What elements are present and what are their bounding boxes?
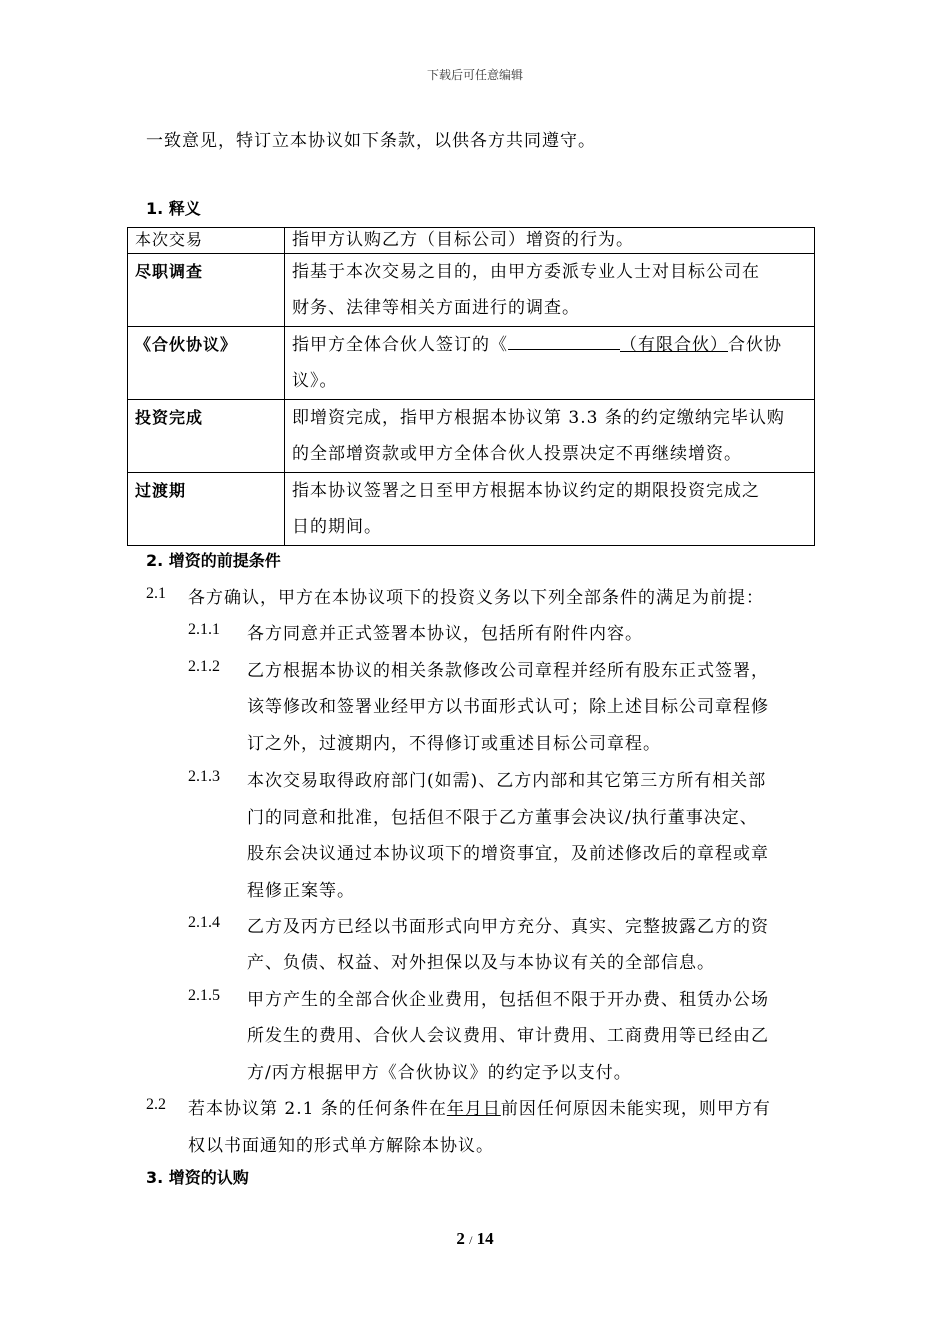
clause-line [188,1094,771,1119]
desc-line: 指本协议签署之日至甲方根据本协议约定的期限投资完成之 [292,481,760,501]
clause-line: 各方同意并正式签署本协议，包括所有附件内容。 [247,624,643,644]
desc-cell [285,327,815,400]
table-row [128,254,815,327]
desc-cell [285,473,815,546]
table-row [128,228,815,254]
clause-text-post: 前因任何原因未能实现，则甲方有 [500,1099,771,1119]
desc-cell: 指甲方认购乙方（目标公司）增资的行为。 [285,228,815,254]
term-cell: 过渡期 [128,473,285,546]
clause-number: 2.2 [146,1096,166,1113]
definitions-table [127,227,815,546]
clause-line: 本次交易取得政府部门(如需)、乙方内部和其它第三方所有相关部 [247,771,767,791]
page-number [0,1229,950,1249]
date-blank: 年月日 [446,1099,501,1119]
clause-line: 门的同意和批准，包括但不限于乙方董事会决议/执行董事决定、 [247,808,758,828]
clause-number: 2.1.3 [188,768,220,785]
partnership-name-blank: （有限合伙） [620,335,728,355]
blank-line [508,332,620,350]
desc-line: 指基于本次交易之目的，由甲方委派专业人士对目标公司在 [292,262,760,282]
section-1-title: 1. 释义 [146,199,201,218]
clause-line: 甲方产生的全部合伙企业费用，包括但不限于开办费、租赁办公场 [247,990,769,1010]
term-cell: 本次交易 [128,228,285,254]
clause-number: 2.1.5 [188,987,220,1004]
desc-line: 日的期间。 [292,517,382,537]
page-header: 下载后可任意编辑 [426,68,523,82]
clause-line: 产、负债、权益、对外担保以及与本协议有关的全部信息。 [247,953,715,973]
desc-line [292,327,807,363]
clause-number: 2.1 [146,585,166,602]
page-separator: / [469,1233,473,1247]
clause-line: 程修正案等。 [247,881,355,901]
table-row [128,400,815,473]
desc-line: 议》。 [292,371,338,391]
clause-line: 方/丙方根据甲方《合伙协议》的约定予以支付。 [247,1063,632,1083]
term-cell: 尽职调查 [128,254,285,327]
clause-line: 股东会决议通过本协议项下的增资事宜，及前述修改后的章程或章 [247,844,769,864]
clause-text: 各方确认，甲方在本协议项下的投资义务以下列全部条件的满足为前提： [188,588,764,608]
clause-line: 乙方及丙方已经以书面形式向甲方充分、真实、完整披露乙方的资 [247,917,769,937]
section-3-title: 3. 增资的认购 [146,1168,249,1187]
clause-line: 乙方根据本协议的相关条款修改公司章程并经所有股东正式签署， [247,661,769,681]
desc-cell [285,254,815,327]
clause-line: 该等修改和签署业经甲方以书面形式认可；除上述目标公司章程修 [247,697,769,717]
desc-line: 即增资完成，指甲方根据本协议第 3.3 条的约定缴纳完毕认购 [292,408,785,428]
table-row [128,473,815,546]
desc-line-pre: 指甲方全体合伙人签订的《 [292,335,508,355]
desc-line: 的全部增资款或甲方全体合伙人投票决定不再继续增资。 [292,444,742,464]
desc-line-post: 合伙协 [728,335,782,355]
desc-line: 财务、法律等相关方面进行的调查。 [292,298,580,318]
clause-number: 2.1.4 [188,914,220,931]
clause-line: 订之外，过渡期内，不得修订或重述目标公司章程。 [247,734,661,754]
clause-number: 2.1.2 [188,658,220,675]
table-row [128,327,815,400]
term-cell: 投资完成 [128,400,285,473]
section-2-title: 2. 增资的前提条件 [146,551,281,570]
desc-cell [285,400,815,473]
clause-line: 所发生的费用、合伙人会议费用、审计费用、工商费用等已经由乙 [247,1026,769,1046]
clause-line: 权以书面通知的形式单方解除本协议。 [188,1136,494,1156]
term-cell: 《合伙协议》 [128,327,285,400]
current-page: 2 [456,1229,465,1248]
clause-number: 2.1.1 [188,621,220,638]
total-pages: 14 [476,1229,494,1248]
intro-text: 一致意见，特订立本协议如下条款，以供各方共同遵守。 [146,131,596,151]
clause-text-pre: 若本协议第 2.1 条的任何条件在 [188,1099,447,1119]
